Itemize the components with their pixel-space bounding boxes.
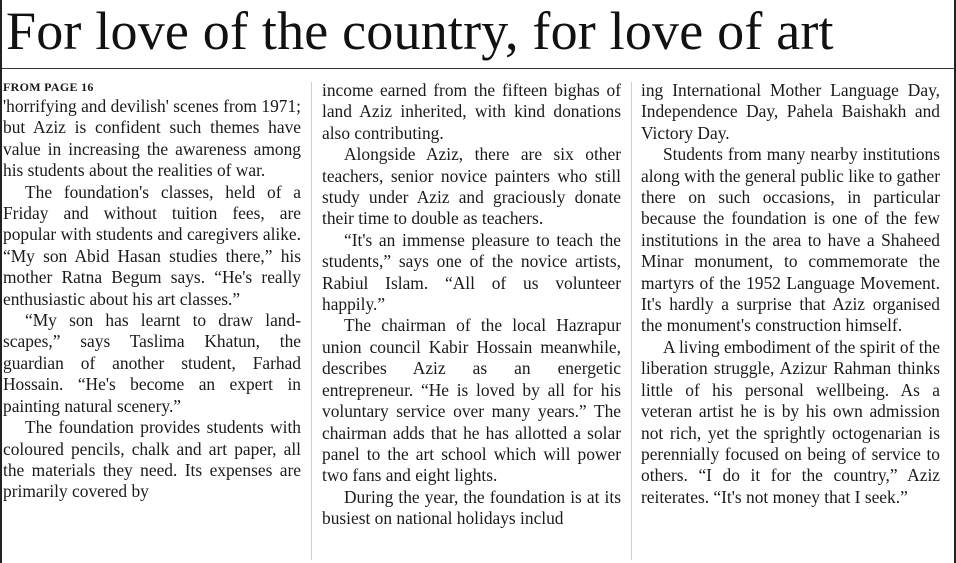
column-1-paragraph: 'horrifying and devilish' scenes from 1971; but Aziz is confident such themes have value in increasing the awareness among his students about the realities of war. [3,96,301,181]
column-1-paragraph: “My son has learnt to draw landscapes,” says Taslima Khatun, the guardian of another student, Farhad Hossain. “He's become an expert in painting natural scenery.” [3,310,301,416]
left-border [0,0,2,563]
column-2-paragraph: Alongside Aziz, there are six other teachers, senior novice painters who still study under Aziz and graciously donate their time to double as teachers. [322,144,621,229]
column-divider [631,82,632,560]
column-2-paragraph: income earned from the fifteen bighas of land Aziz inherited, with kind donations also contributing. [322,80,621,143]
article-headline: For love of the country, for love of art [6,1,834,61]
column-3-paragraph: A living embodiment of the spirit of the liberation struggle, Azizur Rahman thinks little of his personal wellbeing. As a veteran artist he is by his own admission not rich, yet the sprightly octogenarian is perennially focused on being of service to others. “I do it for the country,” Aziz reiterates. “It's not money that I seek.” [641,336,940,507]
column-1-paragraph: The foundation's classes, held of a Friday and without tuition fees, are popular with students and caregivers alike. “My son Abid Hasan studies there,” his mother Ratna Begum says. “He's really enthusiastic about his art classes.” [3,181,301,309]
continuation-kicker: FROM PAGE 16 [3,80,94,94]
article-column-1 [3,80,301,560]
column-2-paragraph: The chairman of the local Hazrapur union council Kabir Hossain meanwhile, describes Aziz as an energetic entrepreneur. “He is loved by all for his voluntary service over many years.” The chairman adds that he has allotted a solar panel to the art school which will power two fans and eight lights. [322,315,621,486]
column-divider [311,82,312,560]
column-1-paragraph: The foundation provides students with coloured pencils, chalk and art paper, all the materials they need. Its expenses are primarily covered by [3,417,301,502]
column-2-paragraph: “It's an immense pleasure to teach the students,” says one of the novice artists, Rabiul Islam. “All of us volunteer happily.” [322,229,621,315]
article-column-2 [322,80,621,560]
column-3-paragraph: ing International Mother Language Day, Independence Day, Pahela Baishakh and Victory Day. [641,80,940,143]
article-column-3 [641,80,940,560]
column-3-paragraph: Students from many nearby institutions along with the general public like to gather there on such occasions, in particular because the foundation is one of the few institutions in the area to have a Shaheed Minar monument, to commemorate the martyrs of the 1952 Language Movement. It's hardly a surprise that Aziz organised the monument's construction himself. [641,144,940,336]
column-2-paragraph: During the year, the foundation is at its busiest on national holidays includ [322,486,621,529]
headline-rule [2,68,954,69]
